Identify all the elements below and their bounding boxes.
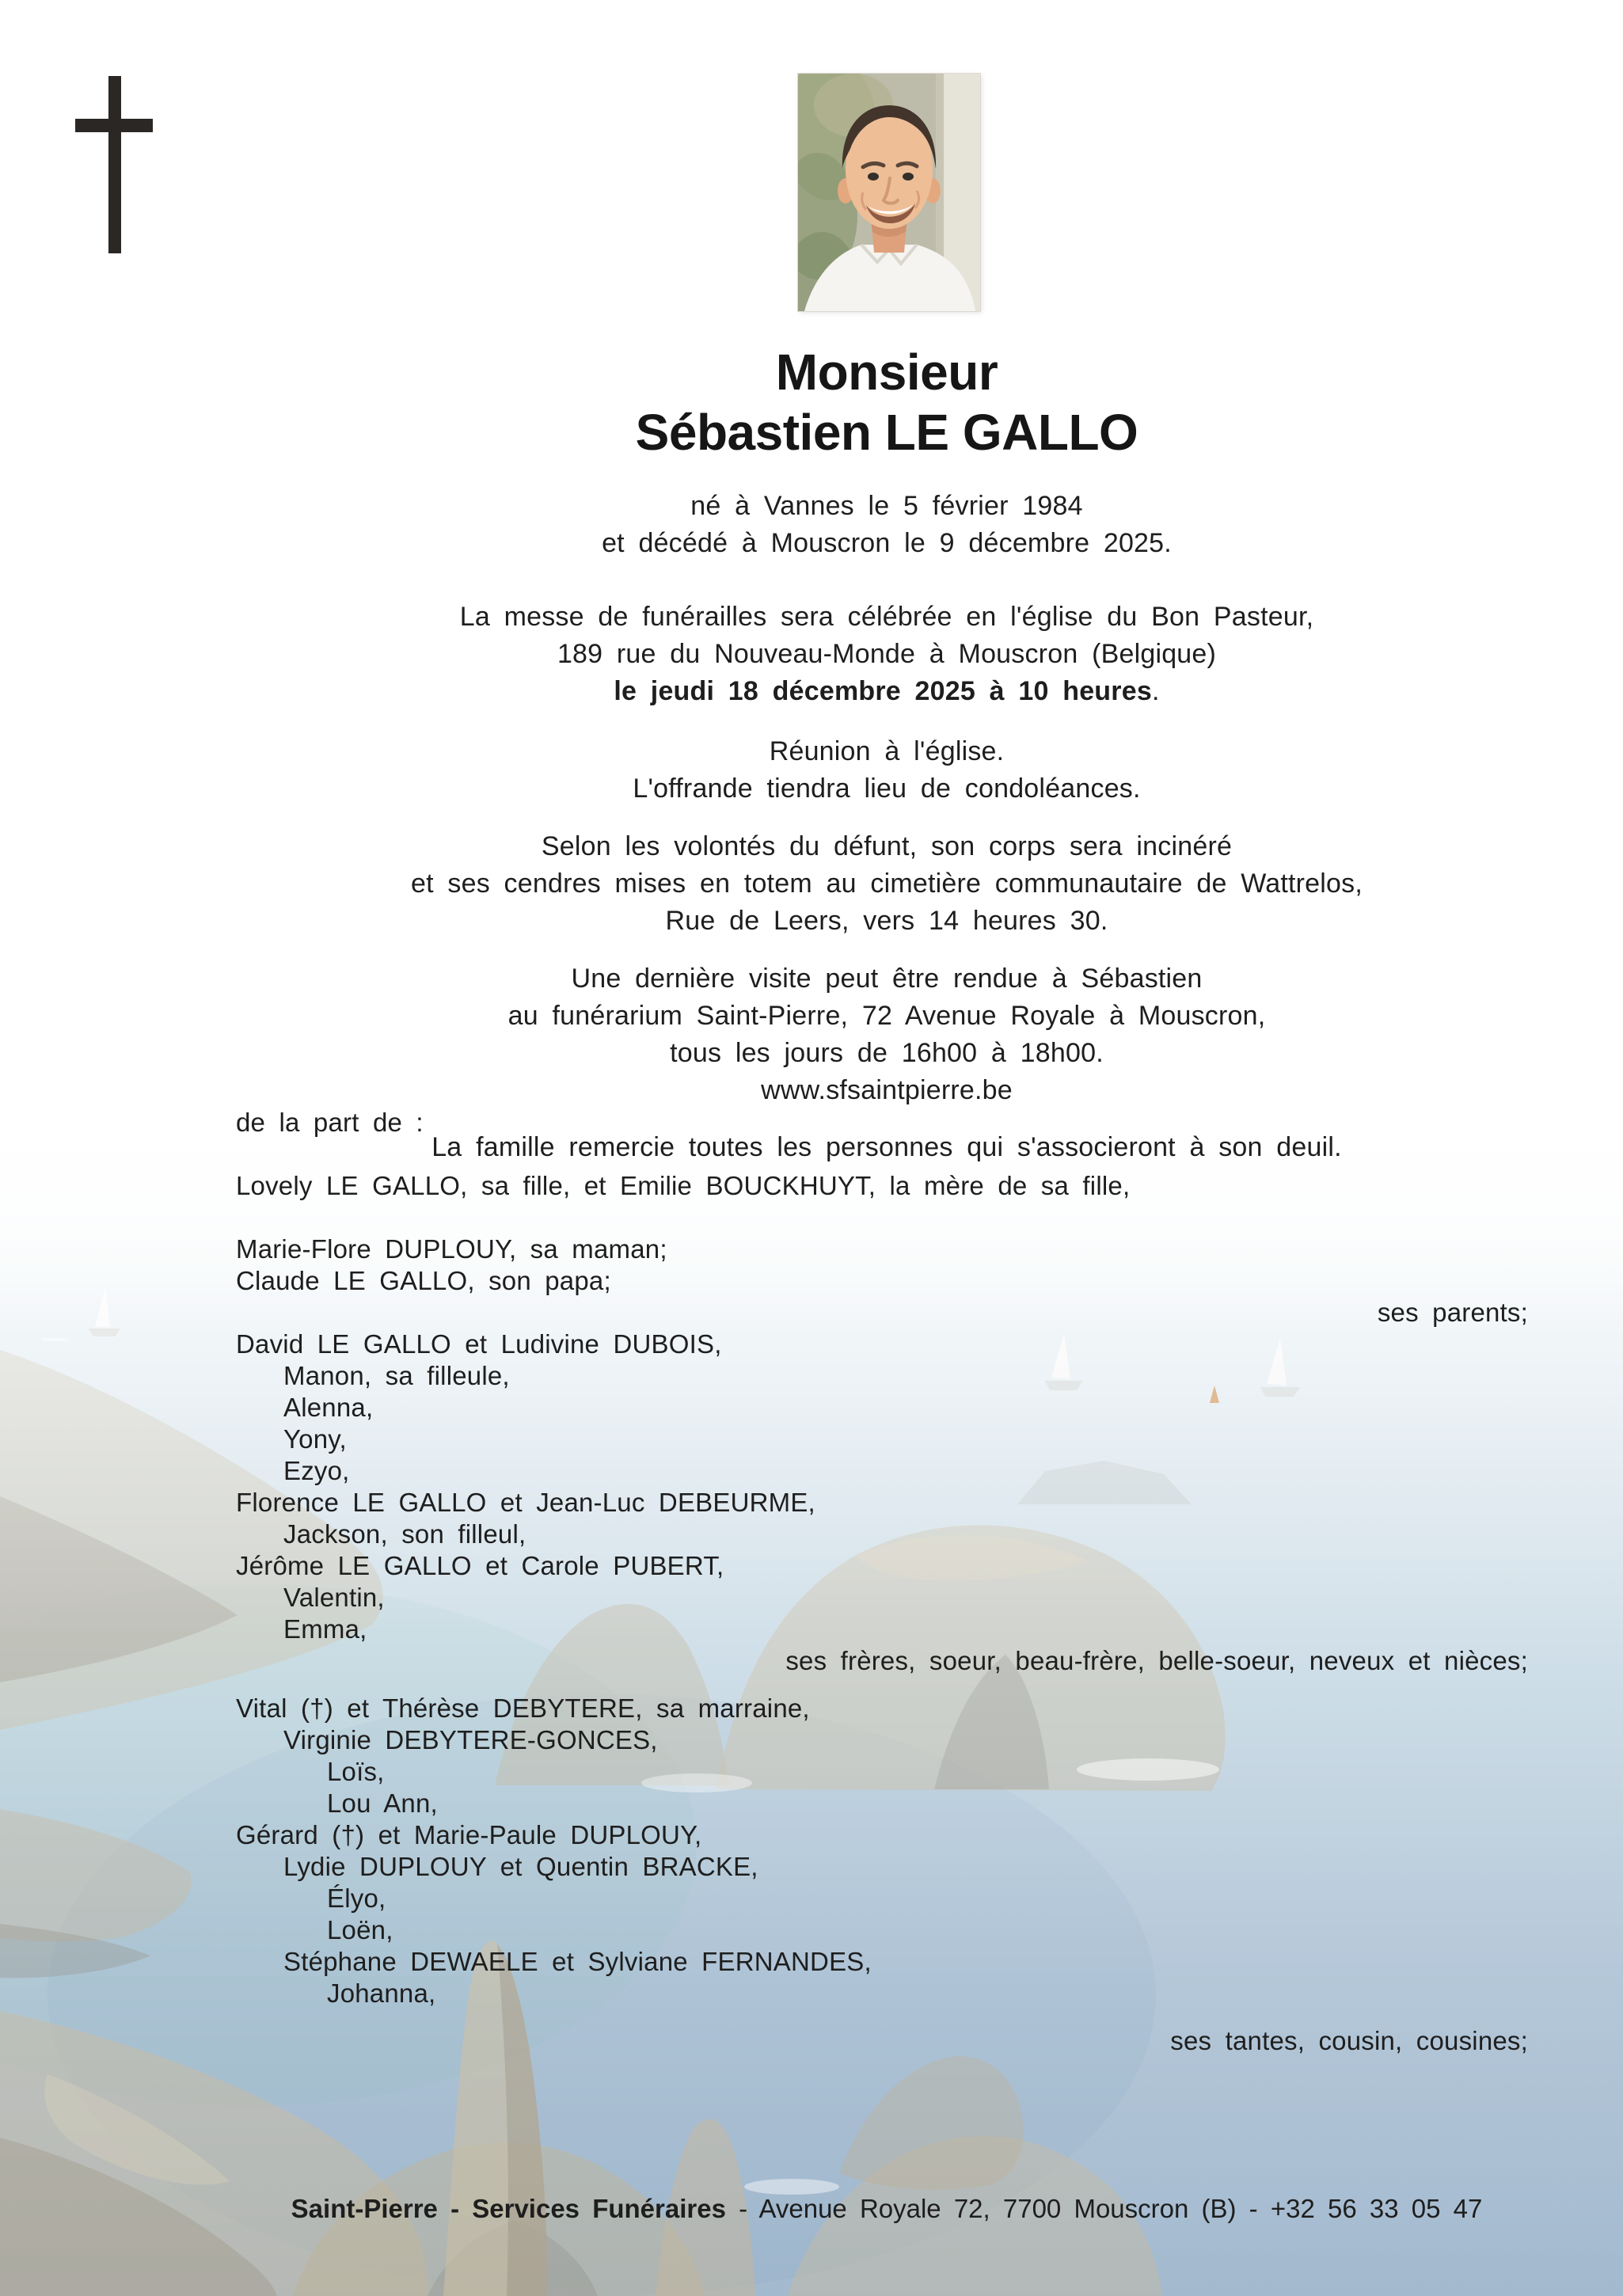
family-intro: de la part de : — [236, 1108, 424, 1137]
cremation-block — [253, 828, 1520, 940]
visitation-line: au funérarium Saint-Pierre, 72 Avenue Royale à Mouscron, — [507, 1001, 1266, 1031]
funeral-home-footer — [253, 2191, 1520, 2226]
meeting-line: Réunion à l'église. — [769, 736, 1005, 766]
family-line: Ezyo, — [283, 1456, 350, 1485]
family-line: Jérôme LE GALLO et Carole PUBERT, — [236, 1551, 724, 1580]
service-datetime-period: . — [1151, 676, 1160, 706]
service-datetime-line — [253, 673, 1520, 710]
family-line: Lou Ann, — [327, 1789, 438, 1818]
death-line: et décédé à Mouscron le 9 décembre 2025. — [602, 528, 1172, 558]
family-line: Marie-Flore DUPLOUY, sa maman; — [236, 1234, 667, 1264]
funeral-home-website: www.sfsaintpierre.be — [761, 1075, 1013, 1105]
family-line: Virginie DEBYTERE-GONCES, — [283, 1725, 658, 1754]
family-line: Stéphane DEWAELE et Sylviane FERNANDES, — [283, 1947, 872, 1976]
relation-label: ses parents; — [1377, 1298, 1528, 1327]
funeral-home-address-phone: - Avenue Royale 72, 7700 Mouscron (B) - +32 56 33 05 47 — [725, 2194, 1483, 2223]
service-line: 189 rue du Nouveau-Monde à Mouscron (Belgique) — [557, 639, 1217, 669]
meeting-block — [253, 733, 1520, 808]
deceased-title-block — [253, 342, 1520, 462]
family-line: Claude LE GALLO, son papa; — [236, 1266, 611, 1295]
thanks-line: La famille remercie toutes les personnes qui s'associeront à son deuil. — [431, 1132, 1342, 1162]
civility-title: Monsieur — [775, 344, 998, 401]
family-line: Élyo, — [327, 1884, 386, 1913]
latin-cross-icon — [73, 74, 160, 257]
birth-line: né à Vannes le 5 février 1984 — [690, 491, 1083, 521]
service-line: La messe de funérailles sera célébrée en l'église du Bon Pasteur, — [459, 602, 1314, 632]
family-line: Emma, — [283, 1614, 367, 1644]
birth-death-block — [253, 488, 1520, 562]
portrait-photo — [798, 74, 980, 311]
funeral-home-name: Saint-Pierre - Services Funéraires — [291, 2194, 726, 2223]
meeting-line: L'offrande tiendra lieu de condoléances. — [633, 774, 1141, 804]
family-list — [236, 1107, 1528, 2057]
family-line: Loën, — [327, 1915, 393, 1944]
family-line: Vital (†) et Thérèse DEBYTERE, sa marraine, — [236, 1693, 810, 1723]
family-line: Jackson, son filleul, — [283, 1519, 526, 1549]
deceased-name: Sébastien LE GALLO — [635, 404, 1138, 461]
family-line: Lovely LE GALLO, sa fille, et Emilie BOUCKHUYT, la mère de sa fille, — [236, 1171, 1131, 1200]
cremation-line: et ses cendres mises en totem au cimetière communautaire de Wattrelos, — [411, 869, 1363, 899]
relation-label: ses tantes, cousin, cousines; — [1170, 2026, 1528, 2055]
service-datetime: le jeudi 18 décembre 2025 à 10 heures — [614, 676, 1152, 706]
cremation-line: Rue de Leers, vers 14 heures 30. — [665, 906, 1108, 936]
service-block — [253, 599, 1520, 710]
family-line: Yony, — [283, 1424, 347, 1454]
visitation-line: tous les jours de 16h00 à 18h00. — [670, 1038, 1104, 1068]
visitation-block — [253, 960, 1520, 1109]
family-line: Florence LE GALLO et Jean-Luc DEBEURME, — [236, 1488, 815, 1517]
relation-label: ses frères, soeur, beau-frère, belle-soeur, neveux et nièces; — [785, 1646, 1528, 1675]
family-line: Loïs, — [327, 1757, 385, 1786]
family-line: David LE GALLO et Ludivine DUBOIS, — [236, 1329, 722, 1359]
visitation-line: Une dernière visite peut être rendue à Sébastien — [571, 964, 1203, 994]
family-line: Lydie DUPLOUY et Quentin BRACKE, — [283, 1852, 758, 1881]
family-line: Alenna, — [283, 1393, 374, 1422]
family-line: Manon, sa filleule, — [283, 1361, 510, 1390]
family-line: Valentin, — [283, 1583, 385, 1612]
cremation-line: Selon les volontés du défunt, son corps sera incinéré — [541, 831, 1233, 861]
family-line: Gérard (†) et Marie-Paule DUPLOUY, — [236, 1820, 702, 1849]
family-line: Johanna, — [327, 1979, 436, 2008]
